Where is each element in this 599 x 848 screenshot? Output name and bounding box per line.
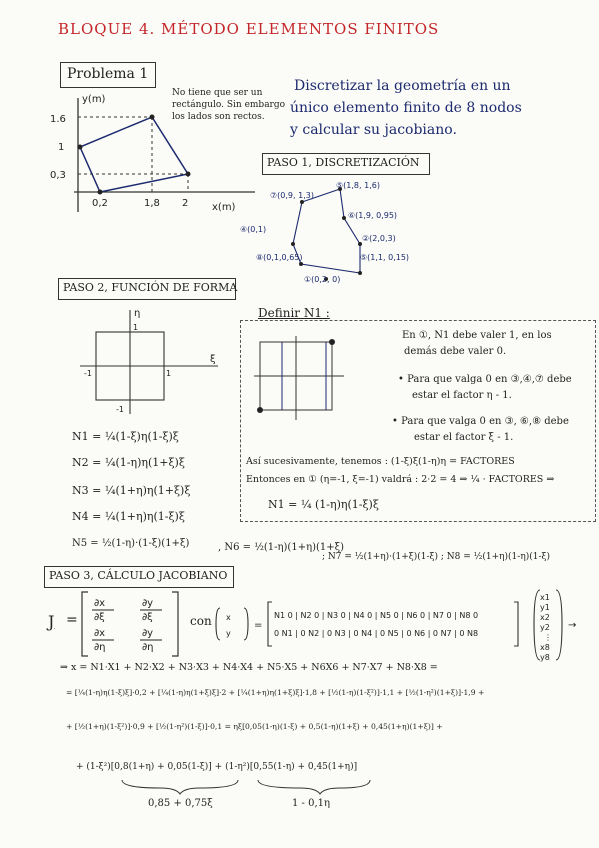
node-2: ②(2,0,3) xyxy=(362,234,396,243)
jacobian-matrix xyxy=(80,590,180,660)
graph1-xtick-1: 0,2 xyxy=(92,198,108,209)
svg-text:∂ξ: ∂ξ xyxy=(142,612,153,623)
svg-text:∂y: ∂y xyxy=(142,598,154,609)
graph1-ylabel: y(m) xyxy=(82,94,106,105)
graph1-note-1: No tiene que ser un xyxy=(172,88,263,98)
svg-text:⋮: ⋮ xyxy=(544,633,552,642)
definir-line-b: Entonces en ① (η=-1, ξ=-1) valdrá : 2·2 = 4 ⇒ ¼ · FACTORES ⇒ xyxy=(246,474,555,485)
tick-xi-pos: 1 xyxy=(166,369,172,378)
axis-eta: η xyxy=(134,308,141,319)
problem-label-box xyxy=(60,62,156,88)
x-expansion-1: = [¼(1-η)η(1-ξ)ξ]·0,2 + [¼(1-η)η(1+ξ)ξ]·2 + [¼(1+η)η(1+ξ)ξ]·1,8 + [½(1-η)(1-ξ²)]·1,1 + [½(1-η²)(1+ξ)]·1,9 + xyxy=(66,688,485,697)
graph1-ytick-2: 1 xyxy=(58,142,65,153)
definir-bullet2-1: • Para que valga 0 en ③, ⑥,⑧ debe xyxy=(392,416,569,427)
svg-text:y1: y1 xyxy=(540,603,550,612)
page-title: BLOQUE 4. MÉTODO ELEMENTOS FINITOS xyxy=(58,20,440,38)
definir-text-2: demás debe valer 0. xyxy=(404,346,507,357)
node-7: ⑦(0,9, 1,3) xyxy=(270,191,314,200)
underbrace-1: 0,85 + 0,75ξ xyxy=(148,798,213,809)
discretization-diagram xyxy=(236,178,436,288)
paso2-label-box xyxy=(58,278,236,300)
graph1-note-3: los lados son rectos. xyxy=(172,112,265,122)
node-4: ④(0,1) xyxy=(240,225,267,234)
svg-text:∂η: ∂η xyxy=(94,642,106,653)
svg-text:x8: x8 xyxy=(540,643,550,652)
svg-text:N1 0 | N2 0 | N3 0 | N4 0 | N5: N1 0 | N2 0 | N3 0 | N4 0 | N5 0 | N6 0 | N7 0 | N8 0 xyxy=(274,611,479,620)
underbrace-2: 1 - 0,1η xyxy=(292,798,330,809)
x-expansion-2: + [½(1+η)(1-ξ²)]·0,9 + [½(1-η²)(1-ξ)]·0,1 = ηξ[0,05(1-η)(1-ξ) + 0,5(1-η)(1+ξ) + 0,45(1+η)(1+ξ)] + xyxy=(66,722,443,731)
graph1-note-2: rectángulo. Sin embargo xyxy=(172,100,286,110)
tick-eta-neg: -1 xyxy=(116,405,124,414)
shape-fn-6: , N6 = ½(1-η)(1+η)(1+ξ) xyxy=(218,542,345,553)
svg-text:x: x xyxy=(226,613,231,622)
graph1-ytick-1: 1.6 xyxy=(50,114,66,125)
node-8: ⑧(0,1,0,65) xyxy=(256,253,303,262)
jacobian-symbol: J xyxy=(48,612,55,631)
graph1-xlabel: x(m) xyxy=(212,202,236,213)
definir-text-1: En ①, N1 debe valer 1, en los xyxy=(402,330,552,341)
svg-text:y8: y8 xyxy=(540,653,550,662)
definir-line-a: Así sucesivamente, tenemos : (1-ξ)ξ(1-η)η = FACTORES xyxy=(246,456,515,467)
shape-fn-4: N4 = ¼(1+η)η(1-ξ)ξ xyxy=(72,510,185,523)
tick-eta-pos: 1 xyxy=(133,323,139,332)
x-interpolation: ⇒ x = N1·X1 + N2·X2 + N3·X3 + N4·X4 + N5·X5 + N6X6 + N7·X7 + N8·X8 = xyxy=(60,662,438,673)
paso3-label: PASO 3, CÁLCULO JACOBIANO xyxy=(49,569,228,582)
node-1: ①(0,2, 0) xyxy=(304,275,341,284)
problem-statement-2: único elemento finito de 8 nodos xyxy=(290,100,522,116)
svg-text:=: = xyxy=(254,620,263,631)
graph1-xtick-3: 2 xyxy=(182,198,189,209)
graph1-ytick-3: 0,3 xyxy=(50,170,66,181)
definir-label: Definir N1 : xyxy=(258,306,330,320)
problem-statement-3: y calcular su jacobiano. xyxy=(290,122,457,138)
shape-fn-5: N5 = ½(1-η)·(1-ξ)(1+ξ) xyxy=(72,538,190,549)
problem-statement-1: Discretizar la geometría en un xyxy=(294,78,511,94)
problem-label: Problema 1 xyxy=(67,66,149,82)
svg-text:0 N1 | 0 N2 | 0 N3 | 0 N4 | 0: 0 N1 | 0 N2 | 0 N3 | 0 N4 | 0 N5 | 0 N6 | 0 N7 | 0 N8 xyxy=(274,629,479,638)
svg-text:∂ξ: ∂ξ xyxy=(94,612,105,623)
definir-bullet1-2: estar el factor η - 1. xyxy=(412,390,512,401)
x-expansion-3: + (1-ξ²)[0,8(1+η) + 0,05(1-ξ)] + (1-η²)[0,55(1-η) + 0,45(1+η)] xyxy=(76,762,358,772)
svg-text:x1: x1 xyxy=(540,593,550,602)
definir-bullet1-1: • Para que valga 0 en ③,④,⑦ debe xyxy=(398,374,572,385)
underbraces xyxy=(120,778,380,798)
paso3-label-box xyxy=(44,566,234,588)
node-5b: ⑤(1,1, 0,15) xyxy=(360,253,410,262)
definir-result: N1 = ¼ (1-η)η(1-ξ)ξ xyxy=(268,498,379,511)
definir-sketch xyxy=(252,328,392,424)
svg-text:→: → xyxy=(568,620,577,631)
interpolation-matrix xyxy=(214,588,584,664)
node-5a: ⑤(1,8, 1,6) xyxy=(336,181,380,190)
paso1-label: PASO 1, DISCRETIZACIÓN xyxy=(267,156,420,169)
svg-text:x2: x2 xyxy=(540,613,550,622)
shape-fn-2: N2 = ¼(1-η)η(1+ξ)ξ xyxy=(72,456,185,469)
shape-fn-3: N3 = ¼(1+η)η(1+ξ)ξ xyxy=(72,484,191,497)
con-word: con xyxy=(190,614,212,628)
axis-xi: ξ xyxy=(210,354,216,365)
shape-fn-7-8: ; N7 = ½(1+η)·(1+ξ)(1-ξ) ; N8 = ½(1+η)(1-η)(1-ξ) xyxy=(322,552,550,562)
svg-text:∂y: ∂y xyxy=(142,628,154,639)
svg-text:∂x: ∂x xyxy=(94,628,106,639)
shape-fn-1: N1 = ¼(1-ξ)η(1-ξ)ξ xyxy=(72,430,179,443)
tick-xi-neg: -1 xyxy=(84,369,92,378)
svg-text:∂η: ∂η xyxy=(142,642,154,653)
jacobian-eq: = xyxy=(66,612,78,628)
svg-text:∂x: ∂x xyxy=(94,598,106,609)
svg-text:y: y xyxy=(226,629,231,638)
reference-element xyxy=(70,304,230,416)
graph1-xtick-2: 1,8 xyxy=(144,198,160,209)
paso1-label-box xyxy=(262,153,430,175)
svg-text:y2: y2 xyxy=(540,623,550,632)
paso2-label: PASO 2, FUNCIÓN DE FORMA xyxy=(63,281,238,294)
definir-bullet2-2: estar el factor ξ - 1. xyxy=(414,432,514,443)
node-6: ⑥(1,9, 0,95) xyxy=(348,211,398,220)
